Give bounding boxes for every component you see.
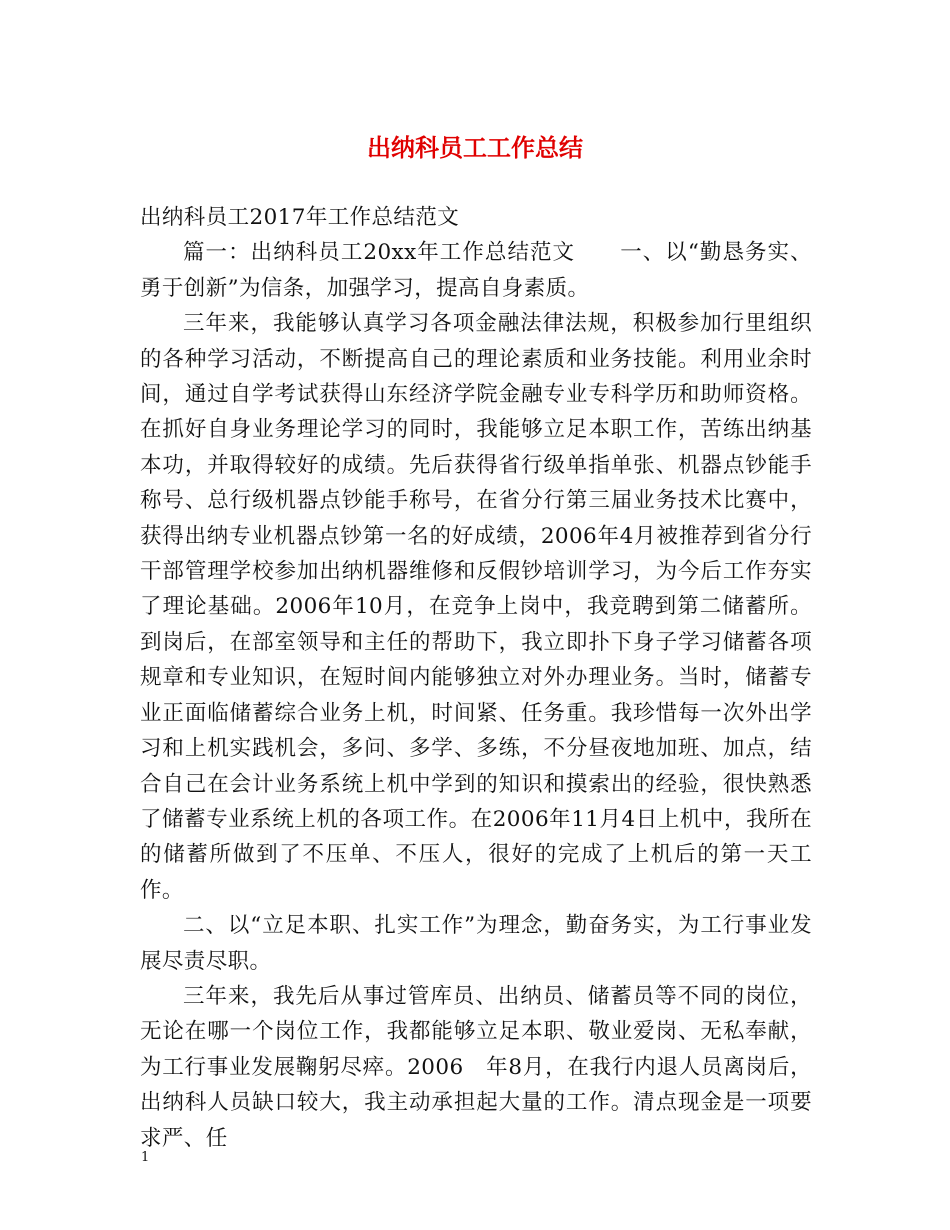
document-title: 出纳科员工工作总结	[367, 134, 583, 162]
paragraph-4: 三年来，我先后从事过管库员、出纳员、储蓄员等不同的岗位，无论在哪一个岗位工作，我都能够立足本职、敬业爱岗、无私奉献，为工行事业发展鞠躬尽瘁。2006 年8月，在我行内退人员离岗后，出纳科人员缺口较大，我主动承担起大量的工作。清点现金是一项要求严、任	[140, 983, 812, 1151]
document-body	[140, 200, 812, 1156]
page-number: 1	[141, 1150, 150, 1165]
document-subtitle: 出纳科员工2017年工作总结范文	[140, 205, 460, 230]
paragraph-3: 二、以“立足本职、扎实工作”为理念，勤奋务实，为工行事业发展尽责尽职。	[140, 913, 812, 974]
paragraph-2: 三年来，我能够认真学习各项金融法律法规，积极参加行里组织的各种学习活动，不断提高自己的理论素质和业务技能。利用业余时间，通过自学考试获得山东经济学院金融专业专科学历和助师资格。在抓好自身业务理论学习的同时，我能够立足本职工作，苦练出纳基本功，并取得较好的成绩。先后获得省行级单指单张、机器点钞能手称号、总行级机器点钞能手称号，在省分行第三届业务技术比赛中，获得出纳专业机器点钞第一名的好成绩，2006年4月被推荐到省分行干部管理学校参加出纳机器维修和反假钞培训学习，为今后工作夯实了理论基础。2006年10月，在竞争上岗中，我竞聘到第二储蓄所。到岗后，在部室领导和主任的帮助下，我立即扑下身子学习储蓄各项规章和专业知识，在短时间内能够独立对外办理业务。当时，储蓄专业正面临储蓄综合业务上机，时间紧、任务重。我珍惜每一次外出学习和上机实践机会，多问、多学、多练，不分昼夜地加班、加点，结合自己在会计业务系统上机中学到的知识和摸索出的经验，很快熟悉了储蓄专业系统上机的各项工作。在2006年11月4日上机中，我所在的储蓄所做到了不压单、不压人，很好的完成了上机后的第一天工作。	[140, 311, 812, 903]
paragraph-1: 篇一：出纳科员工20xx年工作总结范文 一、以“勤恳务实、勇于创新”为信条，加强学习，提高自身素质。	[140, 240, 812, 301]
